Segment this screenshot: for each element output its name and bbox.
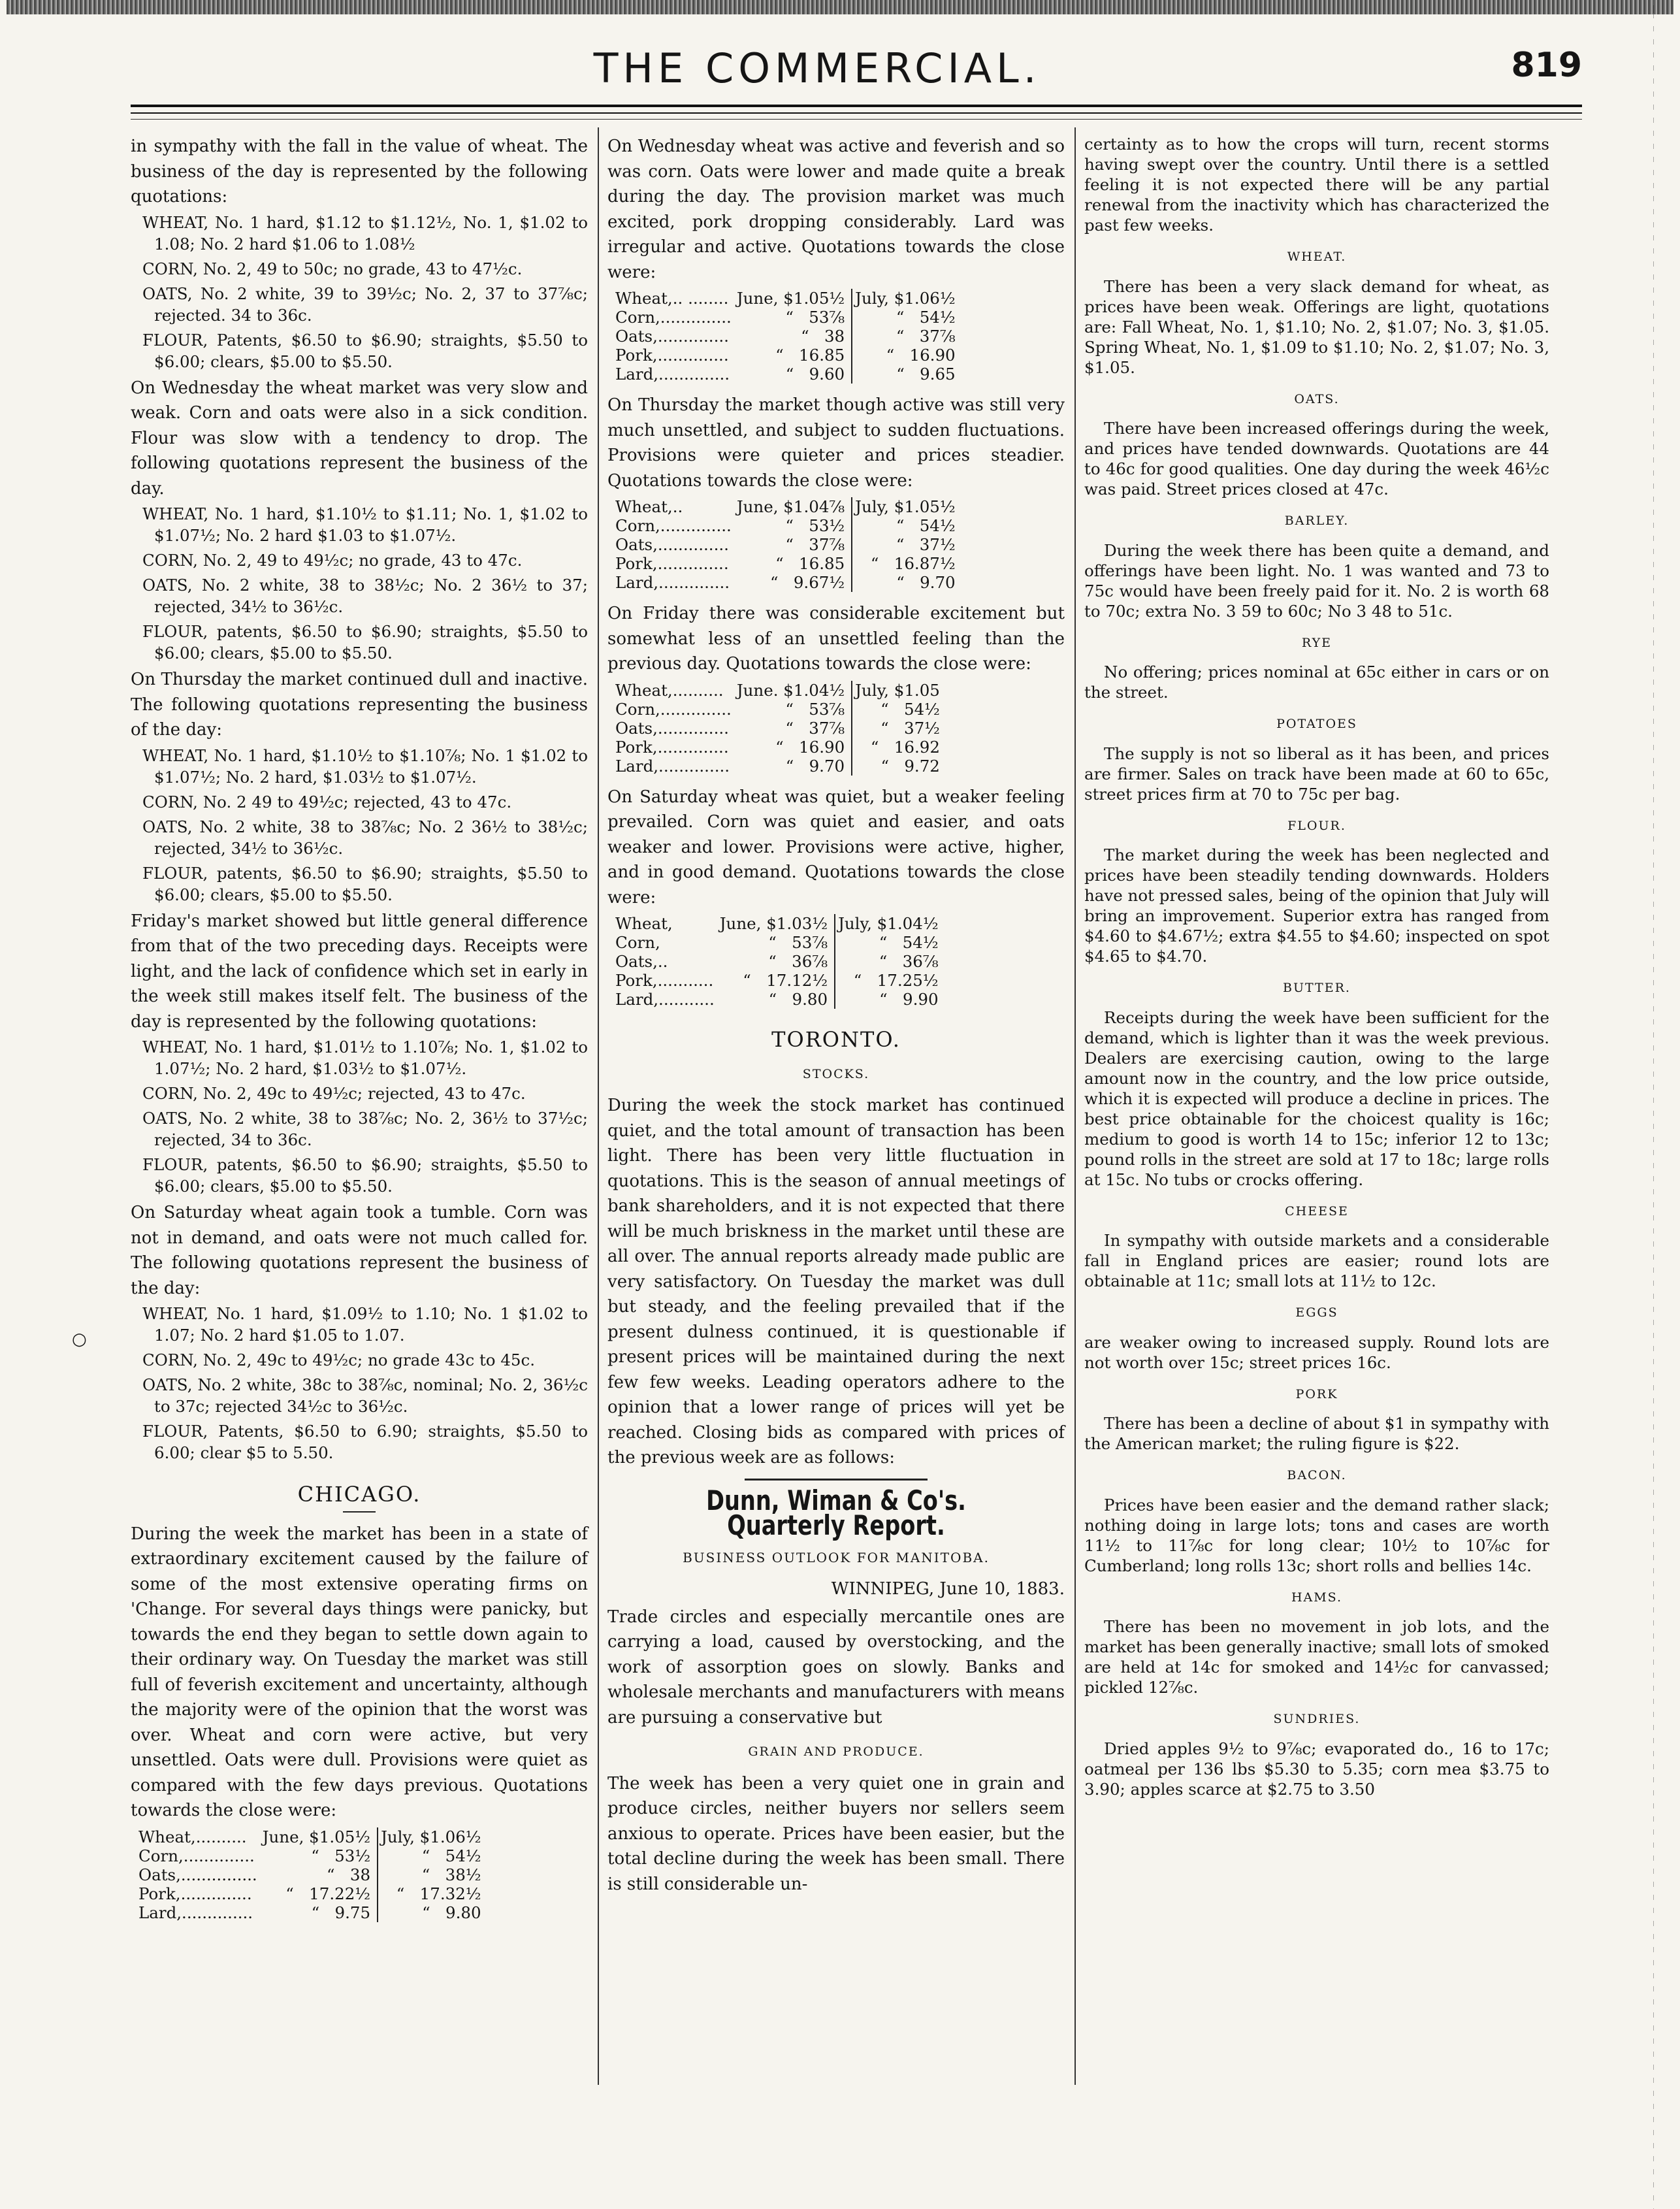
paragraph: The week has been a very quiet one in grain and produce circles, neither buyers nor sellers seem anxious to operate. Prices have been easier, but the total decline during the week has been small. There is still considerable un- <box>607 1773 1065 1894</box>
table-value: 17.12½ <box>766 971 828 990</box>
paragraph: There have been increased offerings during the week, and prices have tended downwards. Quotations are 44 to 46c for good qualities. One day during the week 46½c was paid. Street prices closed at 47c. <box>1084 419 1549 499</box>
section-heading-toronto: TORONTO. <box>771 1027 901 1052</box>
subsection-heading: BARLEY. <box>1284 514 1349 528</box>
table-cell: “ 36⅞ <box>879 952 939 971</box>
table-row <box>613 289 958 308</box>
table-value: 16.85 <box>799 346 845 365</box>
quotation-line: OATS, No. 2 white, 39 to 39½c; No. 2, 37 to 37⅞c; rejected. 34 to 36c. <box>142 284 588 325</box>
table-value: 53½ <box>809 516 845 535</box>
table-value: 53½ <box>334 1846 371 1865</box>
table-row <box>136 1884 484 1903</box>
table-cell: “ 9.72 <box>880 756 940 776</box>
quotation-line: FLOUR, patents, $6.50 to $6.90; straights, $5.50 to $6.00; clears, $5.00 to $5.50. <box>142 1155 588 1196</box>
table-cell: “ 9.60 <box>734 365 852 384</box>
table-value: 9.72 <box>904 756 940 776</box>
table-row <box>613 365 958 384</box>
table-value: 37⅞ <box>809 535 845 554</box>
table-cell: “ 53½ <box>734 516 852 535</box>
paragraph: On Thursday the market though active was still very much unsettled, and subject to sudden fluctuations. Provisions were quieter and prices steadier. Quotations towards the close were: <box>607 395 1065 491</box>
table-cell: “ 9.65 <box>896 365 956 384</box>
table-value: 53⅞ <box>809 699 845 719</box>
table-cell: “ 53½ <box>260 1846 378 1865</box>
table-row <box>613 327 958 346</box>
paragraph: certainty as to how the crops will turn, recent storms having swept over the country. Until there is a settled feeling it is not expected there will be any partial renewal from the inactivity which has characterized the past few weeks. <box>1084 135 1549 235</box>
subsection-heading: POTATOES <box>1276 717 1357 731</box>
table-cell: Lard,.............. <box>615 365 730 384</box>
table-cell: “ 37½ <box>880 718 940 738</box>
table-value: 38½ <box>445 1865 481 1884</box>
masthead-rule <box>131 119 1582 120</box>
subsection-heading: EGGS <box>1295 1305 1338 1320</box>
table-cell: “ 16.90 <box>886 346 956 365</box>
table-cell: “ 16.87½ <box>870 554 956 573</box>
table-value: 37½ <box>903 718 940 738</box>
table-cell: Wheat, <box>615 914 673 933</box>
table-value: 16.87½ <box>894 554 956 573</box>
table-cell: “ 38½ <box>421 1865 481 1884</box>
table-cell: “ 16.92 <box>870 737 940 757</box>
table-cell: Lard,........... <box>615 990 715 1009</box>
table-row <box>613 933 941 952</box>
table-cell: Oats,.. <box>615 952 668 971</box>
table-value: 36⅞ <box>792 952 828 971</box>
table-row <box>613 700 943 719</box>
table-value: 16.85 <box>799 554 845 573</box>
quotation-line: FLOUR, Patents, $6.50 to 6.90; straights, $5.50 to 6.00; clear $5 to 5.50. <box>142 1422 588 1462</box>
divider <box>745 1479 928 1481</box>
table-row <box>613 308 958 327</box>
table-cell: “ 16.85 <box>734 346 852 365</box>
table-value: 36⅞ <box>902 952 939 971</box>
table-row <box>613 757 943 776</box>
paragraph: During the week the stock market has continued quiet, and the total amount of transaction has been light. There has been very little fluctuation in quotations. This is the season of annual meetings of bank shareholders, and it is not expected that there will be much briskness in the market until these are all over. The annual reports already made public are very satisfactory. On Tuesday the market was dull but steady, and the feeling prevailed that if the present dulness continued, it is questionable if present prices will be maintained during the next few few weeks. Leading operators adhere to the opinion that a lower range of prices will yet be reached. Closing bids as compared with prices of the previous week are as follows: <box>607 1096 1065 1467</box>
table-value: 16.90 <box>909 346 956 365</box>
table-row <box>613 573 958 592</box>
table-row <box>613 554 958 573</box>
table-value: 9.65 <box>920 365 956 384</box>
column-1 <box>131 134 588 1931</box>
table-row <box>613 719 943 738</box>
table-row <box>613 681 943 700</box>
table-cell: June. $1.04½ <box>734 681 852 700</box>
table-cell: “ 9.80 <box>717 990 835 1009</box>
table-cell: Wheat,.. <box>615 497 683 516</box>
table-value: 9.70 <box>920 573 956 592</box>
paragraph: On Thursday the market continued dull and inactive. The following quotations representing the business of the day: <box>131 670 588 740</box>
quotation-line: OATS, No. 2 white, 38 to 38⅞c; No. 2 36½ to 38½c; rejected, 34½ to 36½c. <box>142 817 588 858</box>
paragraph: On Wednesday wheat was active and feverish and so was corn. Oats were lower and made quite a break during the day. The provision market was much excited, pork dropping considerably. Lard was irregular and active. Quotations towards the close were: <box>607 137 1065 282</box>
table-cell: “ 17.12½ <box>717 971 835 990</box>
table-row <box>613 535 958 554</box>
table-cell: “ 38 <box>260 1865 378 1884</box>
quotation-line: CORN, No. 2, 49 to 49½c; no grade, 43 to 47c. <box>142 551 523 570</box>
subsection-heading: CHEESE <box>1285 1203 1349 1219</box>
table-row <box>613 952 941 971</box>
quotation-line: FLOUR, patents, $6.50 to $6.90; straights, $5.50 to $6.00; clears, $5.00 to $5.50. <box>142 622 588 663</box>
table-cell: Corn,.............. <box>138 1846 255 1865</box>
quotation-line: OATS, No. 2 white, 38c to 38⅞c, nominal; No. 2, 36½c to 37c; rejected 34½c to 36½c. <box>142 1375 588 1416</box>
table-cell: “ 37½ <box>896 535 956 554</box>
quotation-line: CORN, No. 2, 49c to 49½c; rejected, 43 to 47c. <box>142 1084 526 1103</box>
table-cell: “ 54½ <box>896 516 956 535</box>
quotation-table <box>613 497 958 592</box>
table-value: 16.92 <box>894 737 940 757</box>
table-row <box>136 1827 484 1846</box>
table-row <box>613 516 958 535</box>
paragraph: During the week there has been quite a demand, and offerings have been light. No. 1 was wanted and 73 to 75c would have been freely paid for it. No. 2 is worth 68 to 70c; extra No. 3 59 to 60c; No 3 48 to 51c. <box>1084 540 1549 621</box>
table-cell: Lard,.............. <box>615 756 730 776</box>
quotation-line: CORN, No. 2 49 to 49½c; rejected, 43 to 47c. <box>142 792 512 811</box>
table-value: 9.90 <box>903 990 939 1009</box>
column-divider <box>598 127 599 2085</box>
table-cell: “ 9.70 <box>734 757 852 776</box>
table-row <box>613 346 958 365</box>
table-row <box>613 990 941 1009</box>
paragraph: There has been no movement in job lots, and the market has been generally inactive; small lots of smoked are held at 14c for smoked and 14½c for canvassed; pickled 12⅞c. <box>1084 1617 1549 1697</box>
table-value: 9.80 <box>445 1903 481 1922</box>
table-cell: Corn,.............. <box>615 516 732 535</box>
table-row <box>136 1846 484 1865</box>
quotation-table <box>613 289 958 384</box>
table-cell: Corn,.............. <box>615 699 732 719</box>
table-value: 54½ <box>903 699 940 719</box>
quotation-line: OATS, No. 2 white, 38 to 38½c; No. 2 36½ to 37; rejected, 34½ to 36½c. <box>142 576 588 616</box>
subsection-heading: STOCKS. <box>802 1066 870 1081</box>
quotation-line: OATS, No. 2 white, 38 to 38⅞c; No. 2, 36½ to 37½c; rejected, 34 to 36c. <box>142 1109 588 1149</box>
newspaper-title: THE COMMERCIAL. <box>593 44 1041 92</box>
subsection-heading: GRAIN AND PRODUCE. <box>748 1744 924 1759</box>
quotation-line: CORN, No. 2, 49 to 50c; no grade, 43 to 47½c. <box>142 259 523 278</box>
table-cell: “ 37⅞ <box>734 719 852 738</box>
table-cell: Pork,.............. <box>615 554 729 573</box>
table-value: 53⅞ <box>792 933 828 952</box>
table-cell: Wheat,.. ........ <box>615 289 729 308</box>
table-cell: Oats,.............. <box>615 327 729 346</box>
paragraph: The supply is not so liberal as it has been, and prices are firmer. Sales on track have been made at 60 to 65c, street prices firm at 70 to 75c per bag. <box>1084 744 1549 804</box>
table-cell: Oats,.............. <box>615 535 729 554</box>
table-cell: Pork,.............. <box>138 1884 252 1903</box>
paragraph: On Saturday wheat was quiet, but a weaker feeling prevailed. Corn was quiet and easier, and oats weaker and lower. Provisions were active, higher, and in good demand. Quotations towards the close were: <box>607 787 1065 908</box>
table-cell: “ 16.85 <box>734 554 852 573</box>
quotation-line: WHEAT, No. 1 hard, $1.09½ to 1.10; No. 1 $1.02 to 1.07; No. 2 hard $1.05 to 1.07. <box>142 1304 588 1345</box>
table-value: 53⅞ <box>809 308 845 327</box>
table-value: 17.25½ <box>877 971 939 990</box>
report-title: Dunn, Wiman & Co's. Quarterly Report. <box>706 1484 966 1541</box>
table-cell: Wheat,.......... <box>138 1827 247 1846</box>
table-value: 9.60 <box>809 365 845 384</box>
table-cell: Oats,............... <box>138 1865 257 1884</box>
column-divider <box>1074 127 1076 2085</box>
table-cell: June, $1.04⅞ <box>734 497 852 516</box>
table-value: 38 <box>824 327 845 346</box>
quotation-line: WHEAT, No. 1 hard, $1.10½ to $1.10⅞; No. 1 $1.02 to $1.07½; No. 2 hard, $1.03½ to $1.07½. <box>142 745 588 787</box>
paragraph: During the week the market has been in a state of extraordinary excitement caused by the failure of some of the most extensive operating firms on 'Change. For several days things were panicky, but towards the end they began to settle down again to their ordinary way. On Tuesday the market was still full of feverish excitement and uncertainty, although the majority were of the opinion that the worst was over. Wheat and corn were active, but very unsettled. Oats were dull. Provisions were quiet as compared with the few days previous. Quotations towards the close were: <box>131 1524 588 1820</box>
table-value: 17.22½ <box>309 1884 371 1903</box>
paragraph: On Friday there was considerable excitement but somewhat less of an unsettled feeling than the previous day. Quotations towards the close were: <box>607 604 1065 674</box>
paragraph: In sympathy with outside markets and a considerable fall in England prices are easier; round lots are obtainable at 11c; small lots at 11½ to 12c. <box>1084 1231 1549 1290</box>
table-cell: “ 36⅞ <box>717 952 835 971</box>
table-row <box>613 497 958 516</box>
table-cell: Wheat,.......... <box>615 680 724 700</box>
table-cell: “ 9.67½ <box>734 573 852 592</box>
table-cell: Lard,.............. <box>138 1903 253 1922</box>
table-cell: “ 53⅞ <box>734 308 852 327</box>
subsection-heading: BUTTER. <box>1283 981 1351 995</box>
quotation-line: FLOUR, patents, $6.50 to $6.90; straights, $5.50 to $6.00; clears, $5.00 to $5.50. <box>142 863 588 904</box>
masthead-rule <box>131 112 1582 114</box>
table-cell: “ 16.90 <box>734 738 852 757</box>
quotation-line: WHEAT, No. 1 hard, $1.10½ to $1.11; No. 1, $1.02 to $1.07½; No. 2 hard $1.03 to $1.07½. <box>142 504 588 545</box>
paragraph: Receipts during the week have been sufficient for the demand, which is lighter than it was the week previous. Dealers are exercising caution, owing to the large amount now in the country, and the low price outside, which it is expected will produce a decline in prices. The best price obtainable for the choicest quality is 16c; medium to good is worth 14 to 15c; inferior 12 to 13c; pound rolls in the street are sold at 17 to 18c; large rolls at 15c. No tubs or crocks offering. <box>1084 1007 1549 1189</box>
table-value: 9.70 <box>809 756 845 776</box>
subsection-heading: HAMS. <box>1291 1590 1343 1605</box>
table-row <box>613 914 941 933</box>
quotation-line: CORN, No. 2, 49c to 49½c; no grade 43c to 45c. <box>142 1350 536 1369</box>
divider <box>343 1511 376 1513</box>
section-heading-chicago: CHICAGO. <box>297 1482 421 1507</box>
column-2 <box>607 134 1065 1899</box>
table-row <box>613 738 943 757</box>
subsection-heading: FLOUR. <box>1287 818 1346 833</box>
paragraph: The market during the week has been neglected and prices have been steadily tending downwards. Holders have not pressed sales, being of the opinion that July will bring an improvement. Superior extra has ranged from $4.60 to $4.67½; extra $4.55 to $4.60; inspected on spot $4.65 to $4.70. <box>1084 845 1549 966</box>
table-cell: “ 38 <box>734 327 852 346</box>
table-cell: July, $1.04½ <box>838 914 939 933</box>
table-cell: July, $1.05½ <box>855 497 956 516</box>
table-cell: Oats,.............. <box>615 718 729 738</box>
subsection-heading: PORK <box>1295 1386 1338 1401</box>
table-cell: Pork,........... <box>615 971 714 990</box>
table-cell: Lard,.............. <box>615 573 730 592</box>
table-cell: “ 53⅞ <box>734 700 852 719</box>
paragraph: Dried apples 9½ to 9⅞c; evaporated do., 16 to 17c; oatmeal per 136 lbs $5.30 to 5.35; corn mea $3.75 to 3.90; apples scarce at $2.75 to 3.50 <box>1084 1739 1549 1799</box>
paragraph: On Saturday wheat again took a tumble. Corn was not in demand, and oats were not much called for. The following quotations represent the business of the day: <box>131 1203 588 1298</box>
paragraph: Friday's market showed but little general difference from that of the two preceding days. Receipts were light, and the lack of confidence which set in early in the week still makes itself felt. The business of the day is represented by the following quotations: <box>131 911 588 1032</box>
table-cell: “ 9.80 <box>422 1903 481 1922</box>
table-cell: “ 9.75 <box>260 1903 378 1922</box>
page-number: 819 <box>1511 46 1582 85</box>
table-cell: June, $1.05½ <box>260 1827 378 1846</box>
table-value: 54½ <box>919 308 956 327</box>
subsection-heading: WHEAT. <box>1287 250 1347 264</box>
table-value: 37½ <box>919 535 956 554</box>
table-cell: “ 37⅞ <box>734 535 852 554</box>
paragraph: No offering; prices nominal at 65c either in cars or on the street. <box>1084 663 1549 702</box>
paragraph: On Wednesday the wheat market was very slow and weak. Corn and oats were also in a sick condition. Flour was slow with a tendency to drop. The following quotations represent the business of the day. <box>131 378 588 499</box>
table-value: 9.67½ <box>793 573 845 592</box>
scan-top-edge <box>7 0 1673 14</box>
table-cell: “ 54½ <box>879 933 939 952</box>
quotation-line: WHEAT, No. 1 hard, $1.01½ to 1.10⅞; No. 1, $1.02 to 1.07½; No. 2 hard, $1.03½ to $1.07½. <box>142 1038 588 1078</box>
quotation-line: WHEAT, No. 1 hard, $1.12 to $1.12½, No. 1, $1.02 to 1.08; No. 2 hard $1.06 to 1.08½ <box>142 212 588 254</box>
table-value: 54½ <box>445 1846 481 1865</box>
table-value: 37⅞ <box>919 327 956 346</box>
quotation-line: FLOUR, Patents, $6.50 to $6.90; straights, $5.50 to $6.00; clears, $5.00 to $5.50. <box>142 330 588 371</box>
table-cell: “ 17.22½ <box>260 1884 378 1903</box>
paragraph: are weaker owing to increased supply. Round lots are not worth over 15c; street prices 16c. <box>1084 1332 1549 1372</box>
table-cell: Pork,.............. <box>615 737 729 757</box>
table-cell: July, $1.06½ <box>855 289 956 308</box>
masthead <box>52 39 1582 105</box>
subsection-heading: OATS. <box>1294 391 1340 406</box>
paragraph: There has been a very slack demand for wheat, as prices have been weak. Offerings are light, quotations are: Fall Wheat, No. 1, $1.10; No. 2, $1.07; No. 3, $1.05. Spring Wheat, No. 1, $1.09 to $1.10; No. 2, $1.07; No. 3, $1.05. <box>1084 276 1549 377</box>
table-cell: July, $1.06½ <box>381 1827 481 1846</box>
table-value: 9.80 <box>792 990 828 1009</box>
table-cell: “ 9.90 <box>879 990 939 1009</box>
table-cell: July, $1.05 <box>855 680 940 700</box>
table-cell: June, $1.03½ <box>717 914 835 933</box>
masthead-rule <box>131 105 1582 107</box>
table-value: 54½ <box>919 516 956 535</box>
quotation-table <box>613 681 943 776</box>
paragraph: Trade circles and especially mercantile ones are carrying a load, caused by overstocking, and the work of assorption goes on slowly. Banks and wholesale merchants and manufacturers with means are pursuing a conservative but <box>607 1607 1065 1727</box>
table-value: 38 <box>349 1865 371 1884</box>
table-row <box>613 971 941 990</box>
quotation-table <box>136 1827 484 1922</box>
table-cell: Corn,.............. <box>615 308 732 327</box>
table-row <box>136 1865 484 1884</box>
table-cell: “ 37⅞ <box>896 327 956 346</box>
dateline: WINNIPEG, June 10, 1883. <box>831 1579 1065 1599</box>
table-cell: “ 54½ <box>880 699 940 719</box>
margin-bullet-icon: ○ <box>72 1330 87 1349</box>
table-row <box>136 1903 484 1922</box>
paragraph: Prices have been easier and the demand rather slack; nothing doing in large lots; tons and cases are worth 11½ to 11⅞c for long clear; 10½ to 10⅞c for Cumberland; long rolls 13c; short rolls and bellies 14c. <box>1084 1495 1549 1575</box>
table-cell: Corn, <box>615 933 660 952</box>
table-value: 37⅞ <box>809 718 845 738</box>
table-value: 17.32½ <box>419 1884 481 1903</box>
column-3 <box>1084 134 1549 1801</box>
table-cell: “ 17.32½ <box>396 1884 481 1903</box>
table-cell: “ 9.70 <box>896 573 956 592</box>
paragraph: in sympathy with the fall in the value of wheat. The business of the day is represented by the following quotations: <box>131 137 588 206</box>
subsection-heading: RYE <box>1301 635 1333 650</box>
scan-right-edge <box>1653 0 1654 2209</box>
table-cell: Pork,.............. <box>615 346 729 365</box>
report-subtitle: BUSINESS OUTLOOK FOR MANITOBA. <box>683 1549 990 1565</box>
table-cell: “ 53⅞ <box>717 933 835 952</box>
table-value: 9.75 <box>334 1903 371 1922</box>
table-cell: June, $1.05½ <box>734 289 852 308</box>
quotation-table <box>613 914 941 1009</box>
table-cell: “ 54½ <box>421 1846 481 1865</box>
subsection-heading: SUNDRIES. <box>1273 1712 1361 1726</box>
subsection-heading: BACON. <box>1287 1468 1347 1482</box>
table-value: 16.90 <box>799 737 845 757</box>
table-value: 54½ <box>902 933 939 952</box>
table-cell: “ 17.25½ <box>853 971 939 990</box>
table-cell: “ 54½ <box>896 308 956 327</box>
paragraph: There has been a decline of about $1 in sympathy with the American market; the ruling figure is $22. <box>1084 1414 1549 1453</box>
